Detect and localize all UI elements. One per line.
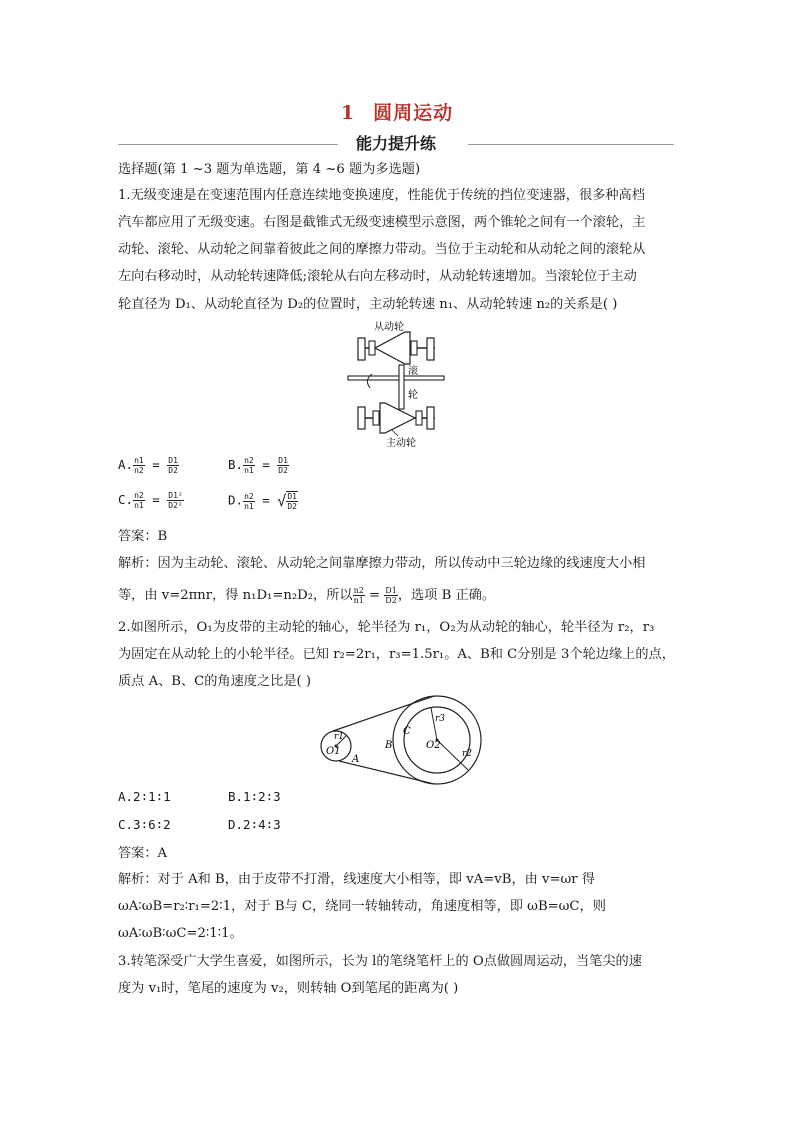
belt-pulley-figure — [310, 690, 490, 785]
q1-option-b — [228, 456, 289, 475]
label-r3: r3 — [435, 714, 446, 724]
q1-line: 动轮、滚轮、从动轮之间靠着彼此之间的摩擦力带动。当位于主动轮和从动轮之间的滚轮从 — [118, 242, 646, 257]
q2-line: 2.如图所示，O₁为皮带的主动轮的轴心，轮半径为 r₁，O₂为从动轮的轴心，轮半径为 r₂，r₃ — [118, 620, 655, 635]
frac-den: D2² — [168, 501, 183, 510]
option-prefix: D. — [228, 492, 244, 508]
sqrt-sign: √ — [277, 492, 287, 510]
frac-num: n1 — [134, 456, 144, 465]
title-text: 圆周运动 — [373, 102, 454, 124]
label-roller-1: 滚 — [408, 366, 418, 377]
q2-line: 质点 A、B、C的角速度之比是( ) — [118, 674, 312, 689]
label-o2: O2 — [426, 740, 441, 751]
frac-num: n2 — [134, 491, 144, 500]
title-number: 1 — [340, 102, 356, 124]
label-driver-wheel: 主动轮 — [386, 438, 416, 448]
q1-option-a — [118, 456, 179, 475]
q1-line: 1.无级变速是在变速范围内任意连续地变换速度，性能优于传统的挡位变速器，很多种高档 — [118, 188, 645, 203]
q2-answer: 答案：A — [118, 846, 168, 861]
frac-den: n1 — [244, 501, 254, 511]
equals: = — [152, 492, 160, 507]
q1-line: 轮直径为 D₁、从动轮直径为 D₂的位置时，主动轮转速 n₁、从动轮转速 n₂的关系是( ) — [118, 297, 618, 312]
cone-variator-figure — [340, 318, 450, 448]
q1-line: 左向右移动时，从动轮转速降低;滚轮从右向左移动时，从动轮转速增加。当滚轮位于主动 — [118, 269, 637, 284]
q1-analysis-line: 解析：因为主动轮、滚轮、从动轮之间靠摩擦力带动，所以传动中三轮边缘的线速度大小相 — [118, 556, 646, 571]
q1-analysis-line — [118, 586, 495, 605]
q2-analysis-line: ωA∶ωB=r₂∶r₁=2∶1，对于 B与 C，绕同一转轴转动，角速度相等，即 ωB=ωC，则 — [118, 899, 606, 914]
q3-line: 3.转笔深受广大学生喜爱，如图所示，长为 l的笔绕笔杆上的 O点做圆周运动，当笔尖的速 — [118, 954, 642, 969]
frac-num: D1 — [278, 456, 288, 465]
frac-den: n1 — [244, 466, 254, 475]
q1-option-d — [228, 491, 298, 511]
frac-num: D1 — [385, 586, 397, 595]
label-point-c: C — [403, 726, 411, 737]
label-point-a: A — [352, 754, 360, 765]
frac-num: n2 — [353, 586, 364, 595]
option-prefix: B. — [228, 457, 244, 472]
q1-option-c — [118, 491, 184, 510]
label-point-b: B — [385, 740, 393, 751]
frac-den: n2 — [134, 466, 144, 475]
q2-line: 为固定在从动轮上的小轮半径。已知 r₂=2r₁，r₃=1.5r₁。A、B和 C分别是 3个轮边缘上的点， — [118, 647, 675, 662]
q2-option-c: C.3∶6∶2 — [118, 817, 171, 832]
section-subtitle: 能力提升练 — [355, 134, 436, 153]
q2-analysis-line: 解析：对于 A和 B，由于皮带不打滑，线速度大小相等，即 vA=vB，由 v=ωr 得 — [118, 872, 595, 887]
equals: = — [369, 588, 381, 603]
frac-den: D2 — [287, 502, 297, 511]
equals: = — [262, 457, 270, 472]
frac-num: n2 — [244, 491, 254, 501]
q1-answer: 答案：B — [118, 529, 168, 544]
q2-option-a: A.2∶1∶1 — [118, 789, 171, 804]
analysis-text: 等，由 v=2πnr，得 n₁D₁=n₂D₂，所以 — [118, 588, 353, 603]
label-driven-wheel: 从动轮 — [374, 322, 404, 333]
label-o1: O1 — [326, 746, 341, 757]
option-prefix: A. — [118, 457, 134, 472]
analysis-text: ，选项 B 正确。 — [397, 588, 496, 603]
equals: = — [262, 492, 270, 508]
q2-analysis-line: ωA∶ωB∶ωC=2∶1∶1。 — [118, 926, 243, 941]
q2-option-d: D.2∶4∶3 — [228, 817, 281, 832]
frac-num: D1 — [168, 456, 178, 465]
frac-den: D2 — [278, 466, 288, 475]
frac-den: D2 — [168, 466, 178, 475]
frac-num: D1 — [287, 492, 297, 501]
intro-text: 选择题(第 1 ~3 题为单选题，第 4 ~6 题为多选题) — [118, 162, 421, 177]
option-prefix: C. — [118, 492, 134, 507]
q1-line: 汽车都应用了无级变速。右图是截锥式无级变速模型示意图，两个锥轮之间有一个滚轮，主 — [118, 215, 646, 230]
q2-option-b: B.1∶2∶3 — [228, 789, 281, 804]
frac-num: D1² — [168, 491, 183, 500]
q3-line: 度为 v₁时，笔尾的速度为 v₂，则转轴 O到笔尾的距离为( ) — [118, 981, 459, 996]
label-r1: r1 — [334, 732, 345, 742]
page-title — [0, 98, 794, 125]
section-header — [118, 131, 674, 155]
frac-den: n1 — [353, 596, 364, 605]
frac-den: n1 — [134, 501, 144, 510]
equals: = — [152, 457, 160, 472]
label-roller-2: 轮 — [408, 390, 418, 401]
frac-num: n2 — [244, 456, 254, 465]
frac-den: D2 — [385, 596, 397, 605]
label-r2: r2 — [462, 749, 473, 759]
